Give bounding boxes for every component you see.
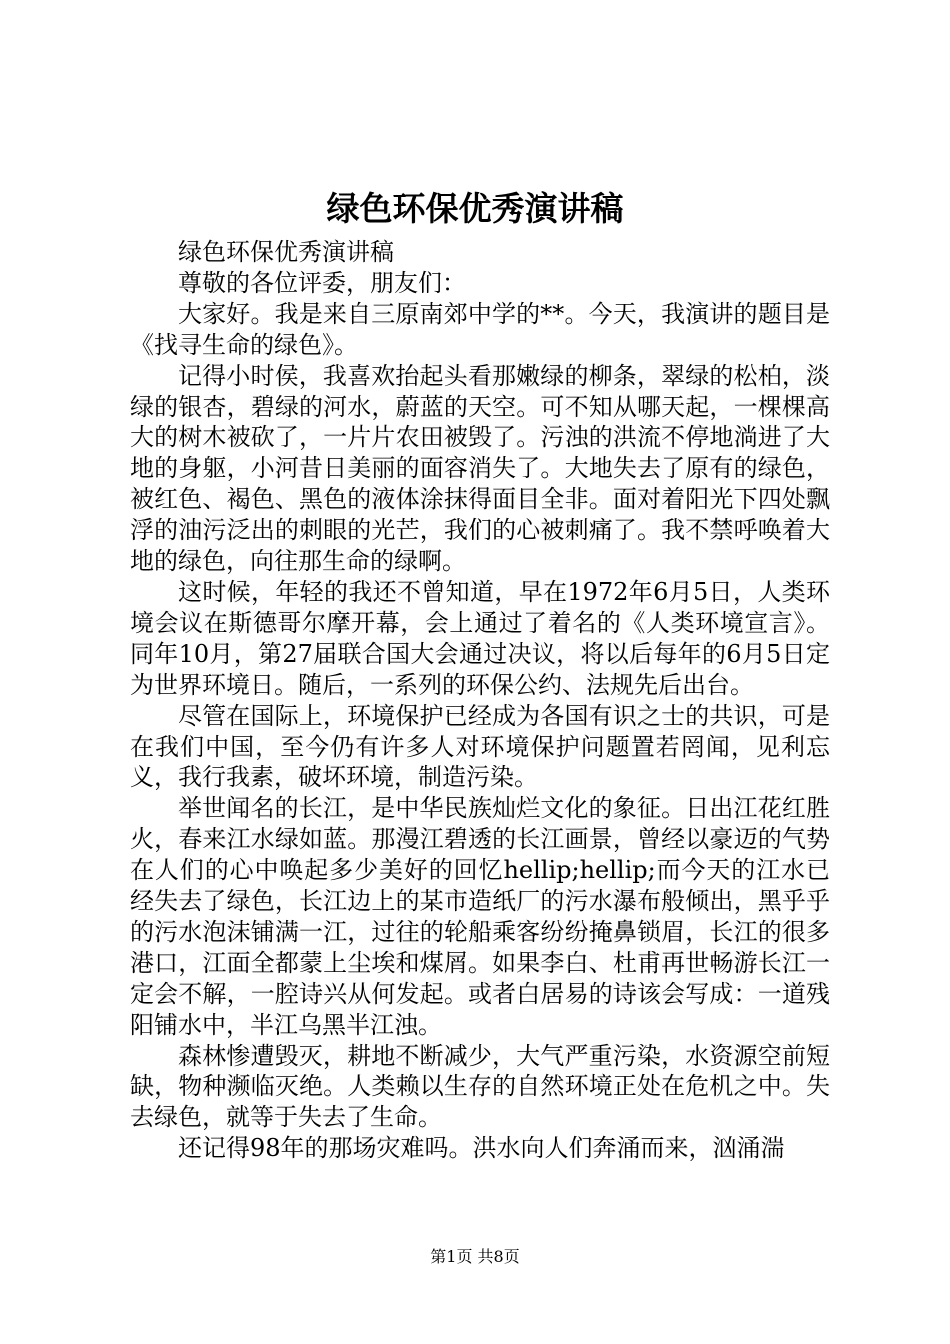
paragraph: 尽管在国际上，环境保护已经成为各国有识之士的共识，可是在我们中国，至今仍有许多人对环境保护问题置若罔闻，见利忘义，我行我素，破坏环境，制造污染。 [130, 701, 830, 792]
paragraph: 尊敬的各位评委，朋友们： [178, 268, 466, 297]
paragraph: 绿色环保优秀演讲稿 [178, 238, 394, 266]
page-number-footer: 第1页 共8页 [430, 1247, 520, 1266]
document-title: 绿色环保优秀演讲稿 [326, 189, 624, 228]
paragraph: 记得小时侯，我喜欢抬起头看那嫩绿的柳条，翠绿的松柏，淡绿的银杏，碧绿的河水，蔚蓝的天空。可不知从哪天起，一棵棵高大的树木被砍了，一片片农田被毁了。污浊的洪流不停地淌进了大地的身躯，小河昔日美丽的面容消失了。大地失去了原有的绿色，被红色、褐色、黑色的液体涂抹得面目全非。面对着阳光下四处飘浮的油污泛出的刺眼的光芒，我们的心被刺痛了。我不禁呼唤着大地的绿色，向往那生命的绿啊。 [130, 361, 830, 576]
paragraph: 还记得98年的那场灾难吗。洪水向人们奔涌而来，汹涌湍 [178, 1134, 785, 1163]
document-body [130, 237, 830, 1164]
paragraph: 举世闻名的长江，是中华民族灿烂文化的象征。日出江花红胜火，春来江水绿如蓝。那漫江碧透的长江画景，曾经以豪迈的气势在人们的心中唤起多少美好的回忆hellip;hellip;而今天的江水已经失去了绿色，长江边上的某市造纸厂的污水瀑布般倾出，黑乎乎的污水泡沫铺满一江，过往的轮船乘客纷纷掩鼻锁眉，长江的很多港口，江面全都蒙上尘埃和煤屑。如果李白、杜甫再世畅游长江一定会不解，一腔诗兴从何发起。或者白居易的诗该会写成：一道残阳铺水中，半江乌黑半江浊。 [130, 794, 830, 1039]
paragraph: 这时候，年轻的我还不曾知道，早在1972年6月5日，人类环境会议在斯德哥尔摩开幕，会上通过了着名的《人类环境宣言》。同年10月，第27届联合国大会通过决议，将以后每年的6月5日定为世界环境日。随后，一系列的环保公约、法规先后出台。 [130, 577, 830, 699]
paragraph: 大家好。我是来自三原南郊中学的**。今天，我演讲的题目是《找寻生命的绿色》。 [130, 299, 830, 359]
paragraph: 森林惨遭毁灭，耕地不断减少，大气严重污染，水资源空前短缺，物种濒临灭绝。人类赖以生存的自然环境正处在危机之中。失去绿色，就等于失去了生命。 [130, 1041, 830, 1132]
